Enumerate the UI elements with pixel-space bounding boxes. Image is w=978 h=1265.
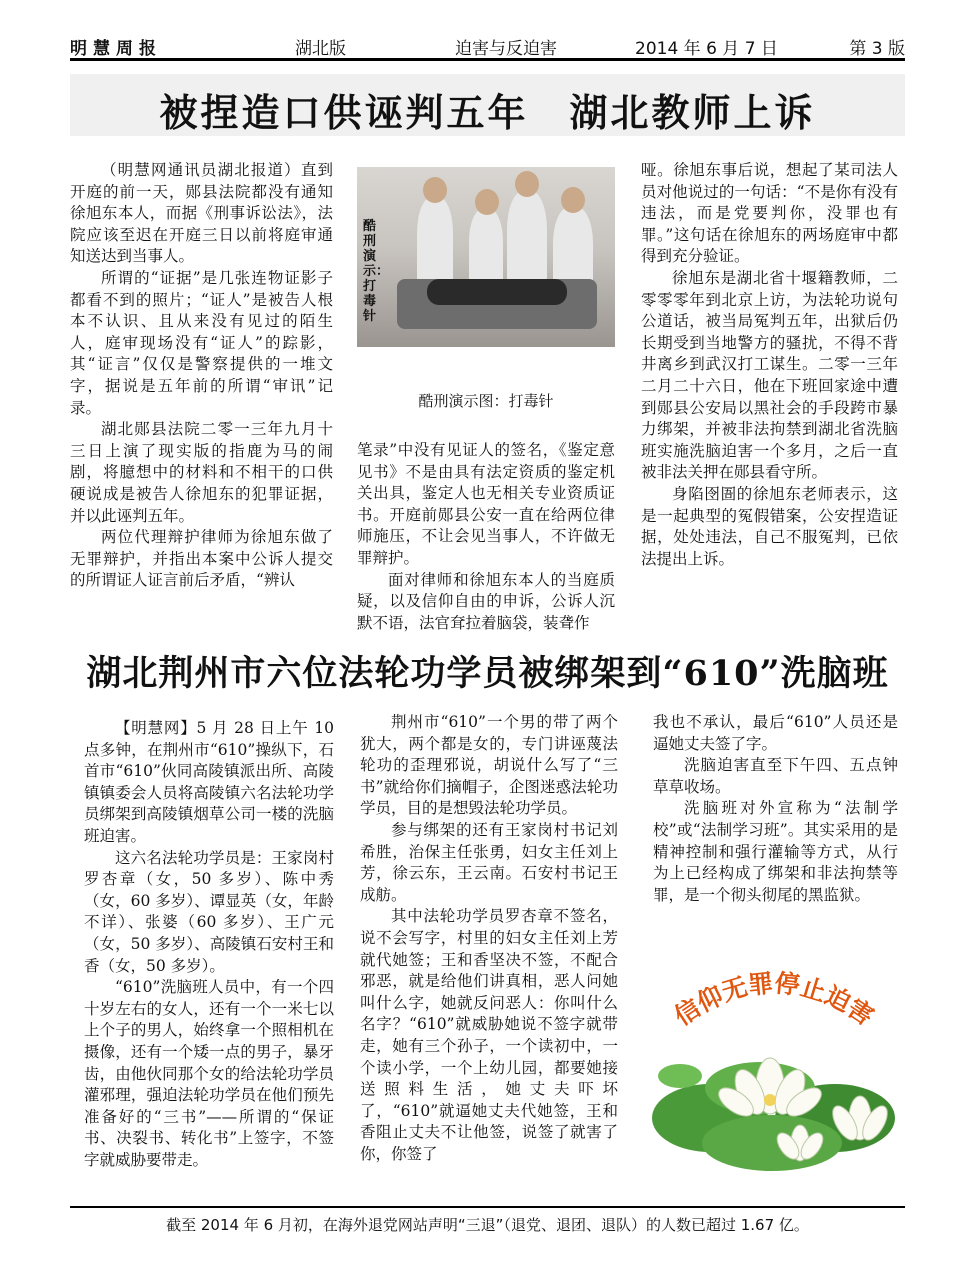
article2-column-3 (653, 712, 898, 906)
paragraph: 所谓的“证据”是几张连物证影子都看不到的照片；“证人”是被告人根本不认识、且从来没有见过的陌生人，庭审现场没有“证人”的踪影，其“证言”仅仅是警察提供的一堆文字，据说是五年前的所谓“审讯”记录。 (70, 268, 333, 417)
page-number: 第 3 版 (849, 39, 905, 59)
paragraph: “610”洗脑班人员中，有一个四十岁左右的女人，还有一个一米七以上个子的男人，始终拿一个照相机在摄像，还有一个矮一点的男子，暴牙齿，由他伙同那个女的给法轮功学员灌邪理，强迫法轮功学员在他们预先准备好的“三书”——所谓的“保证书、决裂书、转化书”上签字，不签字就威胁要带走。 (84, 978, 334, 1169)
torture-demo-photo (357, 167, 615, 347)
article1-column-1 (70, 160, 333, 592)
paragraph: 荆州市“610”一个男的带了两个犹大，两个都是女的，专门讲诬蔑法轮功的歪理邪说，胡说什么写了“三书”就给你们摘帽子，企图迷惑法轮功学员，目的是想毁法轮功学员。 (360, 713, 618, 818)
article2-column-2 (360, 712, 618, 1165)
paragraph: 哑。徐旭东事后说，想起了某司法人员对他说过的一句话：“不是你有没有违法，而是党要判你，没罪也有罪。”这句话在徐旭东的两场庭审中都得到充分验证。 (641, 161, 898, 266)
section-label: 迫害与反迫害 (455, 39, 557, 59)
paper-name: 明慧周报 (70, 39, 162, 59)
footer-notice: 截至 2014 年 6 月初，在海外退党网站声明“三退”（退党、退团、退队）的人数已超过 1.67 亿。 (70, 1206, 905, 1235)
paragraph: 面对律师和徐旭东本人的当庭质疑，以及信仰自由的申诉，公诉人沉默不语，法官耷拉着脑袋，装聋作 (357, 570, 615, 632)
article1-column-3 (641, 160, 898, 570)
paragraph: 徐旭东是湖北省十堰籍教师，二零零零年到北京上访，为法轮功说句公道话，被当局冤判五年，出狱后仍长期受到当地警方的骚扰，不得不背井离乡到武汉打工谋生。二零一三年二月二十六日，他在下班回家途中遭到郧县公安局以黑社会的手段跨市暴力绑架，并被非法拘禁到湖北省洗脑班实施洗脑迫害一个多月，之后一直被非法关押在郧县看守所。 (641, 268, 898, 482)
article1-title: 被捏造口供诬判五年 湖北教师上诉 (159, 90, 816, 135)
paragraph: 其中法轮功学员罗杏章不签名，说不会写字，村里的妇女主任刘上芳就代她签；王和香坚决不签，不配合邪恶，就是给他们讲真相，恶人问她叫什么字，她就反问恶人：你叫什么名字？“610”就威胁她说不签字就带走，她有三个孙子，一个读初中，一个读小学，一个上幼儿园，都要她接送照料生活，她丈夫吓坏了，“610”就逼她丈夫代她签，王和香阻止丈夫不让他签，说签了就害了你，你签了 (360, 907, 618, 1163)
lotus-graphic (650, 968, 898, 1174)
photo-side-caption: 酷刑演示：打毒针 (363, 219, 390, 324)
paragraph: 我也不承认，最后“610”人员还是逼她丈夫签了字。 (653, 713, 898, 753)
paragraph: 洗脑迫害直至下午四、五点钟草草收场。 (653, 756, 898, 796)
photo-caption: 酷刑演示图：打毒针 (418, 392, 554, 410)
lotus-slogan: 信仰无罪停止迫害 (669, 968, 879, 1032)
paragraph: 湖北郧县法院二零一三年九月十三日上演了现实版的指鹿为马的闹剧，将臆想中的材料和不相干的口供硬说成是被告人徐旭东的犯罪证据，并以此诬判五年。 (70, 420, 333, 525)
paragraph: 两位代理辩护律师为徐旭东做了无罪辩护，并指出本案中公诉人提交的所谓证人证言前后矛盾，“辨认 (70, 528, 333, 590)
issue-date: 2014 年 6 月 7 日 (635, 39, 778, 59)
paragraph: 【明慧网】5 月 28 日上午 10 点多钟，在荆州市“610”操纵下，石首市“610”伙同高陵镇派出所、高陵镇镇委会人员将高陵镇六名法轮功学员绑架到高陵镇烟草公司一楼的洗脑班迫害。 (84, 719, 334, 845)
paragraph: （明慧网通讯员湖北报道）直到开庭的前一天，郧县法院都没有通知徐旭东本人，而据《刑事诉讼法》，法院应该至迟在开庭三日以前将庭审通知送达到当事人。 (70, 161, 333, 266)
paragraph: 洗脑班对外宣称为“法制学校”或“法制学习班”。其实采用的是精神控制和强行灌输等方式，从行为上已经构成了绑架和非法拘禁等罪，是一个彻头彻尾的黑监狱。 (653, 799, 898, 904)
paragraph: 身陷囹圄的徐旭东老师表示，这是一起典型的冤假错案，公安捏造证据，处处违法，自己不服冤判，已依法提出上诉。 (641, 484, 898, 568)
paragraph: 参与绑架的还有王家岗村书记刘希胜，治保主任张勇，妇女主任刘上芳，徐云东，王云南。石安村书记王成舫。 (360, 820, 618, 904)
paragraph: 笔录”中没有见证人的签名，《鉴定意见书》不是由具有法定资质的鉴定机关出具，鉴定人也无相关专业资质证书。开庭前郧县公安一直在给两位律师施压，不让会见当事人，不许做无罪辩护。 (357, 441, 615, 567)
article1-title-bar (70, 74, 905, 136)
paragraph: 这六名法轮功学员是：王家岗村罗杏章（女，50 多岁）、陈中秀（女，60 多岁）、谭显英（女，年龄不详）、张婆（60 多岁）、王广元（女，50 多岁）、高陵镇石安村王和香（女，50 多岁）。 (84, 848, 334, 975)
article2-title: 湖北荆州市六位法轮功学员被绑架到“610”洗脑班 (86, 653, 889, 694)
edition-label: 湖北版 (295, 39, 346, 59)
page-header (70, 32, 905, 61)
article2-column-1 (84, 718, 334, 1171)
article1-column-2 (357, 440, 615, 634)
